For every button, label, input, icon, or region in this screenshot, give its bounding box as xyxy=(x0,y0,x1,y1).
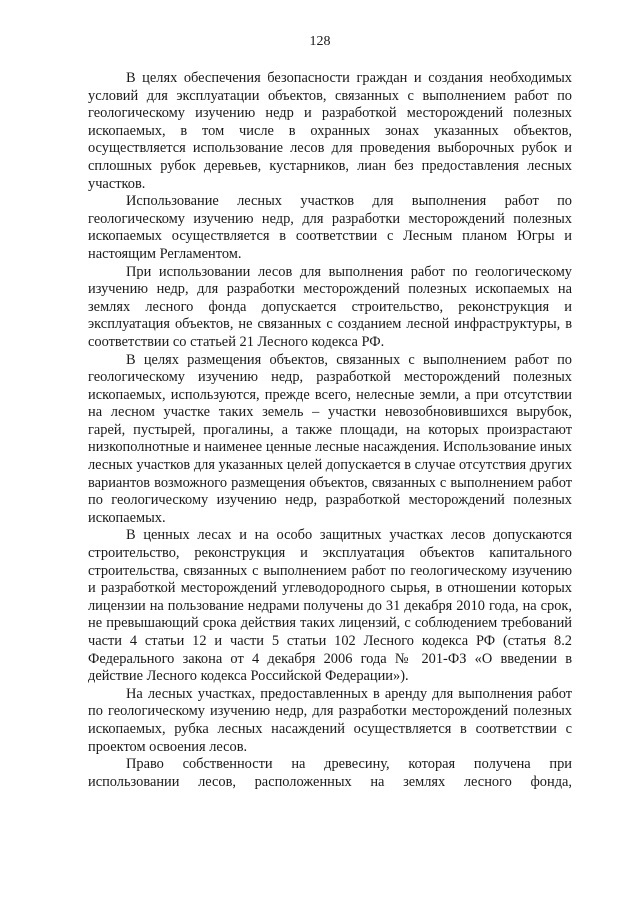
paragraph-safety-felling: В целях обеспечения безопасности граждан и создания необходимых условий для эксплуатации объектов, связанных с выполнением работ по геологическому изучению недр и разработкой месторождений полезных ископаемых, в том числе в охранных зонах указанных объектов, осуществляется использование лесов для проведения выборочных рубок и сплошных рубок деревьев, кустарников, лиан без предоставления лесных участков. xyxy=(88,70,572,192)
paragraph-forest-plan: Использование лесных участков для выполнения работ по геологическому изучению недр, для разработки месторождений полезных ископаемых осуществляется в соответствии с Лесным планом Югры и настоящим Регламентом. xyxy=(88,193,572,262)
paragraph-valuable-forests: В ценных лесах и на особо защитных участках лесов допускаются строительство, реконструкция и эксплуатация объектов капитального строительства, связанных с выполнением работ по геологическому изучению и разработкой месторождений углеводородного сырья, в отношении которых лицензии на пользование недрами получены до 31 декабря 2010 года, на срок, не превышающий срока действия таких лицензий, с соблюдением требований части 4 статьи 12 и части 5 статьи 102 Лесного кодекса РФ (статья 8.2 Федерального закона от 4 декабря 2006 года № 201-ФЗ «О введении в действие Лесного кодекса Российской Федерации»). xyxy=(88,527,572,685)
paragraph-object-placement: В целях размещения объектов, связанных с выполнением работ по геологическому изучению недр, разработкой месторождений полезных ископаемых, используются, прежде всего, нелесные земли, а при отсутствии на лесном участке таких земель – участки невозобновившихся вырубок, гарей, пустырей, прогалины, а также площади, на которых произрастают низкополнотные и наименее ценные лесные насаждения. Использование иных лесных участков для указанных целей допускается в случае отсутствия других вариантов возможного размещения объектов, связанных с выполнением работ по геологическому изучению недр, разработкой месторождений полезных ископаемых. xyxy=(88,351,573,526)
document-body xyxy=(88,70,572,791)
paragraph-timber-ownership: Право собственности на древесину, которая получена при использовании лесов, расположенных на землях лесного фонда, xyxy=(88,756,572,790)
paragraph-leased-plots: На лесных участках, предоставленных в аренду для выполнения работ по геологическому изучению недр, для разработки месторождений полезных ископаемых, рубка лесных насаждений осуществляется в соответствии с проектом освоения лесов. xyxy=(88,685,572,755)
page-number: 128 xyxy=(309,34,331,49)
paragraph-construction-article-21: При использовании лесов для выполнения работ по геологическому изучению недр, для разработки месторождений полезных ископаемых на землях лесного фонда допускается строительство, реконструкция и эксплуатация объектов, не связанных с созданием лесной инфраструктуры, в соответствии со статьей 21 Лесного кодекса РФ. xyxy=(88,263,572,350)
